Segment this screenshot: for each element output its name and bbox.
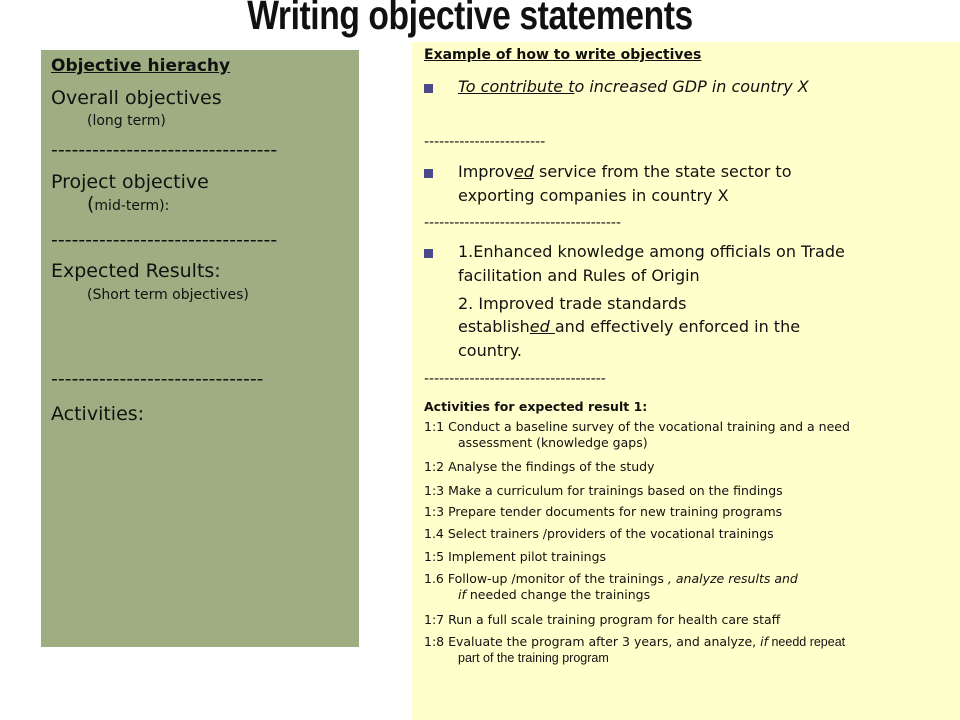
divider-right-2: --------------------------------------- — [424, 215, 622, 231]
activity-1-6-rest: needed change the trainings — [465, 587, 651, 602]
activity-1-3b: 1:3 Prepare tender documents for new training programs — [424, 504, 783, 519]
activity-1-8-line-2: part of the training program — [458, 651, 609, 665]
activity-1-6-pre: 1.6 Follow-up /monitor of the trainings — [424, 571, 668, 586]
point-2-rest: and effectively enforced in the — [554, 317, 801, 336]
divider-3: ------------------------------- — [51, 368, 264, 390]
point-2-line-1: 2. Improved trade standards — [458, 294, 687, 313]
divider-1: --------------------------------- — [51, 139, 278, 161]
activity-1-8 — [424, 634, 845, 666]
point-2-line-3: country. — [458, 341, 522, 360]
overall-objectives-label: Overall objectives — [51, 87, 222, 109]
divider-right-1: ------------------------ — [424, 134, 546, 150]
bullet-1-rest: o increased GDP in country X — [574, 77, 809, 96]
objective-hierarchy-panel — [41, 50, 359, 647]
hierarchy-heading: Objective hierachy — [51, 56, 231, 76]
bullet-2-rest: service from the state sector to — [533, 162, 792, 181]
bullet-2-line-1 — [458, 160, 791, 183]
bullet-3-line-1: 1.Enhanced knowledge among officials on Trade — [458, 242, 845, 261]
divider-2: --------------------------------- — [51, 229, 278, 251]
activity-1-7: 1:7 Run a full scale training program for health care staff — [424, 612, 781, 627]
activity-1-6-italic: , analyze results and — [667, 571, 798, 586]
point-2-line-2 — [458, 315, 800, 338]
activity-1-6-if: if — [458, 587, 466, 602]
activity-1-1-line-2: assessment (knowledge gaps) — [458, 435, 648, 450]
bullet-1-text — [458, 75, 809, 98]
slide-title: Writing objective statements — [247, 0, 693, 38]
activity-1-2: 1:2 Analyse the findings of the study — [424, 459, 655, 474]
divider-right-3: ------------------------------------ — [424, 371, 606, 387]
activity-1-8-pre: 1:8 Evaluate the program after 3 years, and analyze, — [424, 634, 761, 649]
bullet-icon — [424, 249, 433, 258]
example-panel — [412, 42, 960, 720]
activity-1-6 — [424, 571, 798, 603]
activity-1-1-line-1: 1:1 Conduct a baseline survey of the vocational training and a need — [424, 419, 850, 434]
bullet-icon — [424, 84, 433, 93]
activity-1-1 — [424, 419, 850, 451]
expected-results-label: Expected Results: — [51, 260, 221, 282]
example-heading: Example of how to write objectives — [424, 47, 702, 63]
project-sub-paren: ( — [87, 193, 95, 215]
bullet-2-emphasis: ed — [513, 162, 534, 181]
activity-1-6-line-2 — [424, 587, 798, 603]
project-objective-sub — [87, 193, 169, 215]
activity-1-8-if: if — [760, 634, 768, 649]
expected-results-sub: (Short term objectives) — [87, 287, 249, 303]
activity-1-8-arial: needd repeat — [767, 635, 846, 649]
point-2-pre: establish — [458, 317, 530, 336]
overall-objectives-sub: (long term) — [87, 113, 166, 129]
bullet-2-line-2: exporting companies in country X — [458, 186, 729, 205]
bullet-2-pre: Improv — [458, 162, 514, 181]
activities-heading: Activities for expected result 1: — [424, 399, 648, 414]
activity-1-4: 1.4 Select trainers /providers of the vocational trainings — [424, 526, 774, 541]
activity-1-3a: 1:3 Make a curriculum for trainings based on the findings — [424, 483, 783, 498]
point-2-emphasis: ed — [529, 317, 555, 336]
bullet-icon — [424, 169, 433, 178]
activities-label: Activities: — [51, 403, 145, 425]
bullet-1-underlined: To contribute t — [458, 77, 575, 96]
bullet-3-line-2: facilitation and Rules of Origin — [458, 266, 700, 285]
activity-1-5: 1:5 Implement pilot trainings — [424, 549, 607, 564]
project-sub-text: mid-term): — [94, 198, 170, 214]
project-objective-label: Project objective — [51, 171, 209, 193]
